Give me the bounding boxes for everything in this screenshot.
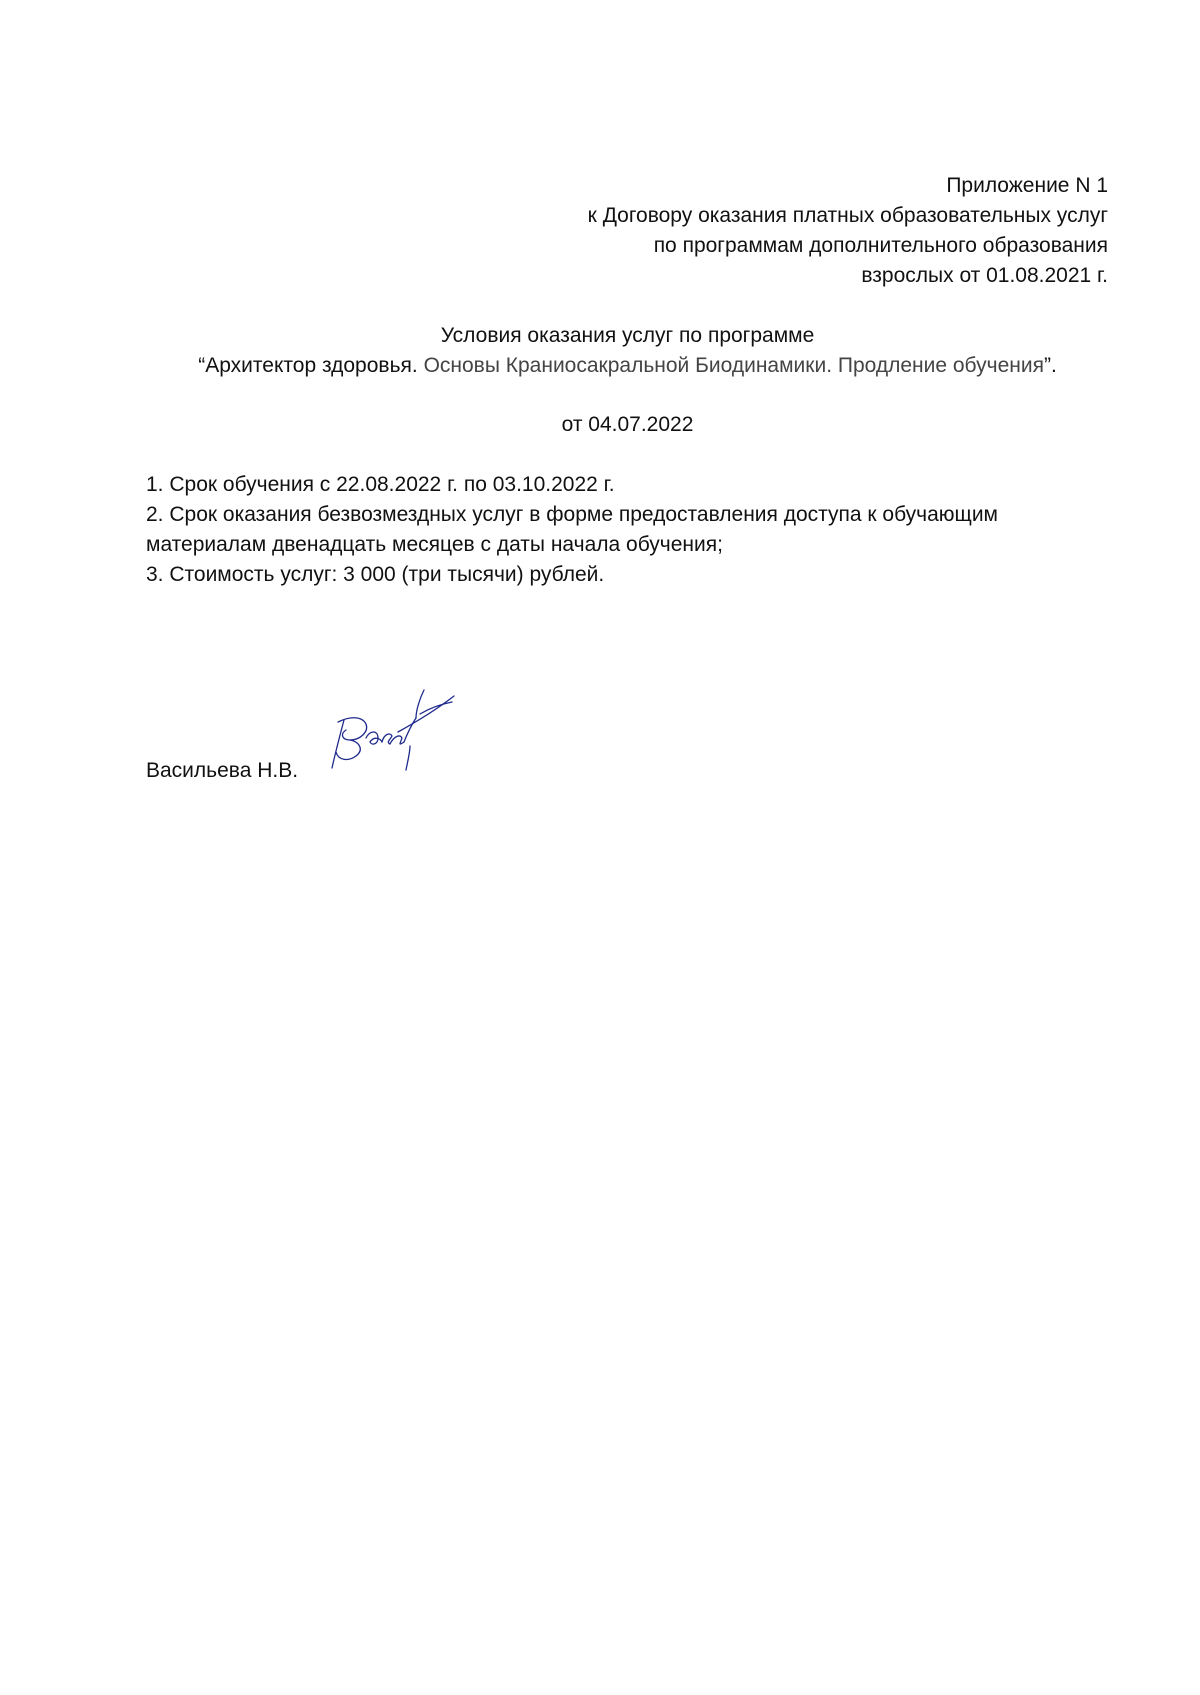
term-item-1: 1. Срок обучения с 22.08.2022 г. по 03.10.2022 г. bbox=[146, 473, 615, 496]
conditions-title: Условия оказания услуг по программе bbox=[440, 324, 815, 347]
term-item-2-line-1: 2. Срок оказания безвозмездных услуг в форме предоставления доступа к обучающим bbox=[146, 503, 998, 526]
conditions-date: от 04.07.2022 bbox=[561, 413, 694, 436]
program-name-part1: “Архитектор здоровья. bbox=[198, 354, 424, 377]
program-name-part2: Основы Краниосакральной Биодинамики. Продление обучения bbox=[423, 354, 1044, 377]
term-item-3: 3. Стоимость услуг: 3 000 (три тысячи) рублей. bbox=[146, 563, 605, 586]
handwritten-signature bbox=[320, 680, 460, 780]
program-name-part3: ”. bbox=[1043, 354, 1057, 377]
program-name bbox=[0, 352, 1200, 380]
contract-reference: к Договору оказания платных образовательных услуг bbox=[587, 204, 1108, 227]
contract-date: взрослых от 01.08.2021 г. bbox=[861, 264, 1108, 287]
term-item-2-line-2: материалам двенадцать месяцев с даты начала обучения; bbox=[146, 533, 723, 556]
program-type: по программам дополнительного образования bbox=[653, 234, 1108, 257]
appendix-number: Приложение N 1 bbox=[946, 174, 1108, 197]
signatory-name: Васильева Н.В. bbox=[146, 759, 299, 782]
